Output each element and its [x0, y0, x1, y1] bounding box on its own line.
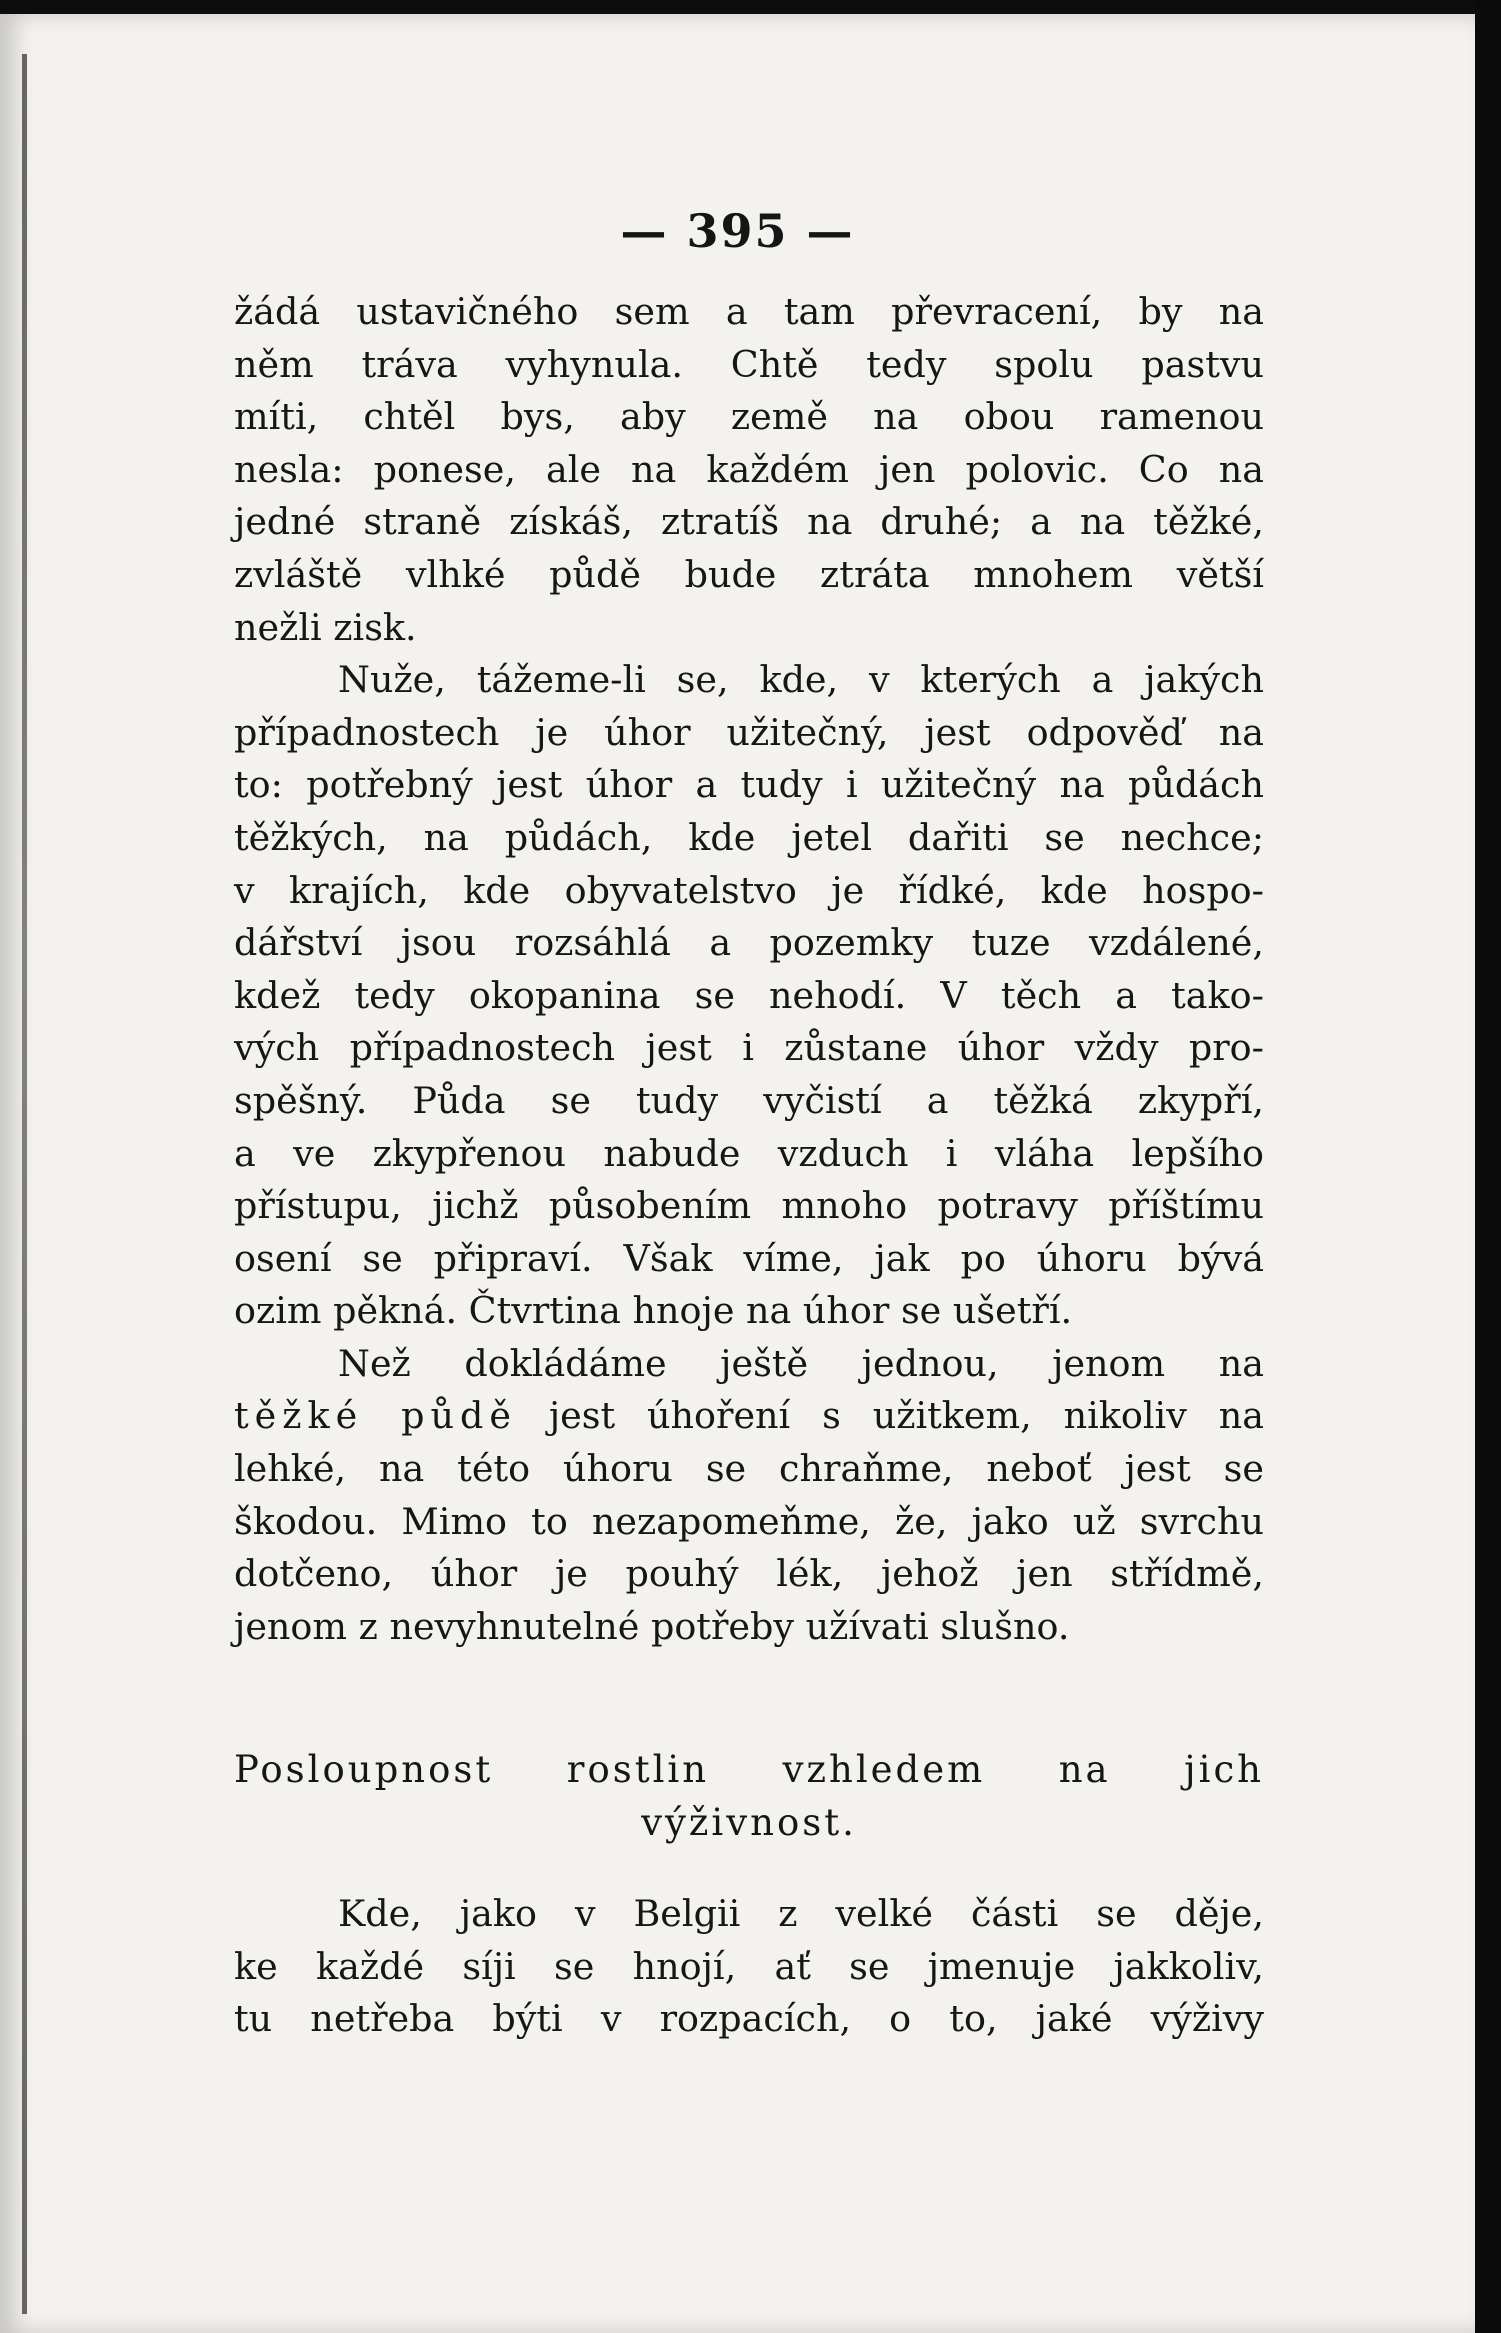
text-line: Nuže, tážeme-li se, kde, v kterých a jakých [338, 658, 1264, 702]
text-line: dotčeno, úhor je pouhý lék, jehož jen střídmě, [234, 1552, 1264, 1596]
body-text [234, 286, 1264, 1653]
text-line: vých případnostech jest i zůstane úhor vždy pro- [234, 1026, 1264, 1070]
text-line: míti, chtěl bys, aby země na obou ramenou [234, 395, 1264, 439]
text-line: škodou. Mimo to nezapomeňme, že, jako už svrchu [234, 1499, 1264, 1543]
heading-line-1: Posloupnost rostlin vzhledem na jich [234, 1748, 1264, 1791]
text-line: to: potřebný jest úhor a tudy i užitečný na půdách [234, 763, 1264, 807]
text-line: Než dokládáme ještě jednou, jenom na [338, 1341, 1264, 1385]
scan-border-top [0, 0, 1501, 14]
text-line: v krajích, kde obyvatelstvo je řídké, kde hospo- [234, 868, 1264, 912]
spaced-emphasis: těžké půdě [234, 1394, 517, 1438]
text-line: nesla: ponese, ale na každém jen polovic. Co na [234, 447, 1264, 491]
text-line: žádá ustavičného sem a tam převracení, by na [234, 290, 1264, 333]
text-line: těžkých, na půdách, kde jetel dařiti se nechce; [234, 815, 1264, 859]
heading-line-2: výživnost. [641, 1800, 857, 1844]
text-line: a ve zkypřenou nabude vzduch i vláha lepšího [234, 1131, 1264, 1175]
text-line: jedné straně získáš, ztratíš na druhé; a na těžké, [234, 500, 1264, 544]
text-line: dářství jsou rozsáhlá a pozemky tuze vzdálené, [234, 921, 1264, 965]
text-line: lehké, na této úhoru se chraňme, neboť jest se [234, 1447, 1264, 1491]
text-line: kdež tedy okopanina se nehodí. V těch a tako- [234, 973, 1264, 1017]
text-line: tu netřeba býti v rozpacích, o to, jaké výživy [234, 1997, 1264, 2041]
text-line: případnostech je úhor užitečný, jest odpověď na [234, 710, 1264, 754]
body-text-continued [234, 1888, 1264, 2046]
text-fragment: jest úhoření s užitkem, nikoliv na [516, 1394, 1264, 1438]
text-line: nežli zisk. [234, 605, 417, 649]
page-gutter-edge [22, 54, 27, 2314]
text-line: přístupu, jichž působením mnoho potravy příštímu [234, 1184, 1264, 1228]
text-line: jenom z nevyhnutelné potřeby užívati slušno. [234, 1604, 1070, 1648]
text-line: Kde, jako v Belgii z velké části se děje, [338, 1892, 1264, 1935]
text-line: spěšný. Půda se tudy vyčistí a těžká zkypří, [234, 1078, 1264, 1122]
text-line: zvláště vlhké půdě bude ztráta mnohem větší [234, 552, 1264, 596]
page-number: — 395 — [620, 204, 855, 258]
text-line-emphasis [234, 1390, 1264, 1443]
text-line: osení se připraví. Však víme, jak po úhoru bývá [234, 1236, 1264, 1280]
text-line: ke každé síji se hnojí, ať se jmenuje jakkoliv, [234, 1944, 1264, 1988]
section-heading [234, 1744, 1264, 1849]
text-line: něm tráva vyhynula. Chtě tedy spolu pastvu [234, 342, 1264, 386]
text-line: ozim pěkná. Čtvrtina hnoje na úhor se ušetří. [234, 1289, 1073, 1333]
scan-border-right [1475, 0, 1501, 2333]
